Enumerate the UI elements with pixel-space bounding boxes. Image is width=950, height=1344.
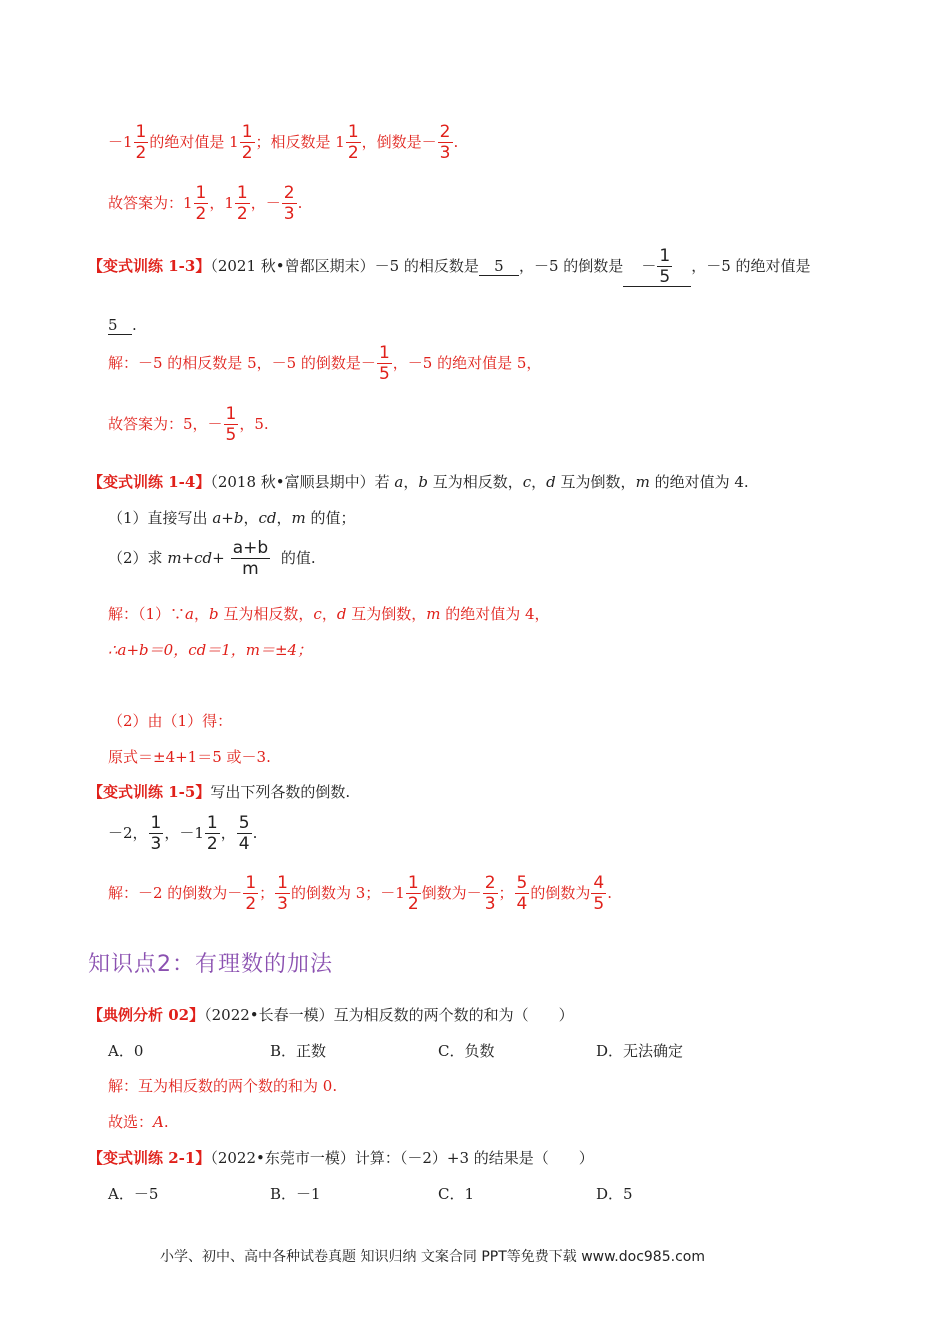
solution-line: 解：互为相反数的两个数的和为 0. <box>108 1077 338 1095</box>
exercise-tag: 【典例分析 02】 <box>88 1006 205 1024</box>
fraction: $\frac{1}{2}$ <box>206 813 218 854</box>
exercise-1-5-question: 【变式训练 1-5】写出下列各数的倒数. <box>88 783 351 801</box>
fraction: $\frac{1}{2}$ <box>245 873 257 914</box>
fraction: $\frac{a+b}{m}$ <box>232 538 269 579</box>
solution-line: 解：－5 的相反数是 5，－5 的倒数是－ $\frac{1}{5}$ ，－5 的绝对值是 5， <box>108 343 542 384</box>
abs-value-line: －1 $\frac{1}{2}$ 的绝对值是 1 $\frac{1}{2}$ ；相反数是 1 $\frac{1}{2}$ ，倒数是－ $\frac{2}{3}$ . <box>108 122 459 163</box>
option-b[interactable]: B．－1 <box>270 1185 321 1203</box>
fraction: $\frac{1}{2}$ <box>407 873 419 914</box>
option-c[interactable]: C．负数 <box>438 1042 495 1060</box>
exercise-tag: 【变式训练 1-4】 <box>88 473 211 491</box>
fraction: $\frac{1}{3}$ <box>150 813 162 854</box>
number-list: －2， $\frac{1}{3}$ ，－1 $\frac{1}{2}$ ， $\frac{5}{4}$ . <box>108 813 258 854</box>
fraction: $\frac{2}{3}$ <box>439 122 451 163</box>
answer-line: 故答案为：5，－ $\frac{1}{5}$ ，5. <box>108 404 269 445</box>
sub-question-2: （2）求 m+cd+ $\frac{a+b}{m}$ 的值. <box>108 538 316 579</box>
solution-line: ∴a+b＝0，cd＝1，m＝±4； <box>108 641 313 659</box>
exercise-1-3-question-cont: 5 . <box>108 316 137 334</box>
answer-blank: － $\frac{1}{5}$ <box>623 248 691 287</box>
solution-line: 解：－2 的倒数为－ $\frac{1}{2}$ ； $\frac{1}{3}$ 的倒数为 3；－1 $\frac{1}{2}$ 倒数为－ $\frac{2}{3}$ ； $\frac{5}{4}$ 的倒数为 $\frac{4}{5}$ . <box>108 873 612 914</box>
fraction: $\frac{4}{5}$ <box>593 873 605 914</box>
solution-line: 解：（1）∵a，b 互为相反数，c，d 互为倒数，m 的绝对值为 4， <box>108 605 550 623</box>
solution-line: 原式＝±4+1＝5 或－3. <box>108 748 271 766</box>
fraction: $\frac{1}{5}$ <box>378 343 390 384</box>
exercise-2-1-question: 【变式训练 2-1】（2022•东莞市一模）计算：（－2）+3 的结果是（ ） <box>88 1149 594 1167</box>
exercise-1-3-question: 【变式训练 1-3】（2021 秋•曾都区期末）－5 的相反数是 5 ，－5 的倒数是 － $\frac{1}{5}$ ，－5 的绝对值是 <box>88 246 811 287</box>
exercise-tag: 【变式训练 1-5】 <box>88 783 211 801</box>
option-b[interactable]: B．正数 <box>270 1042 327 1060</box>
option-d[interactable]: D．无法确定 <box>596 1042 684 1060</box>
fraction: $\frac{5}{4}$ <box>238 813 250 854</box>
fraction: $\frac{1}{2}$ <box>135 122 147 163</box>
section-heading: 知识点2：有理数的加法 <box>88 952 333 977</box>
answer-blank: 5 <box>108 316 132 335</box>
answer-blank: 5 <box>479 257 519 276</box>
fraction: $\frac{1}{3}$ <box>277 873 288 914</box>
exercise-tag: 【变式训练 1-3】 <box>88 257 211 275</box>
fraction: $\frac{5}{4}$ <box>516 873 528 914</box>
fraction: $\frac{2}{3}$ <box>484 873 496 914</box>
fraction: $\frac{1}{5}$ <box>225 404 237 445</box>
option-d[interactable]: D．5 <box>596 1185 633 1203</box>
exercise-tag: 【变式训练 2-1】 <box>88 1149 211 1167</box>
answer-line: 故答案为：1 $\frac{1}{2}$ ，1 $\frac{1}{2}$ ，－ $\frac{2}{3}$ . <box>108 183 303 224</box>
option-a[interactable]: A．0 <box>108 1042 144 1060</box>
option-a[interactable]: A．－5 <box>108 1185 159 1203</box>
page-footer: 小学、初中、高中各种试卷真题 知识归纳 文案合同 PPT等免费下载 www.doc985.com <box>160 1249 705 1265</box>
fraction: $\frac{1}{2}$ <box>236 183 248 224</box>
fraction: $\frac{1}{2}$ <box>241 122 253 163</box>
solution-line: （2）由（1）得： <box>108 712 233 730</box>
fraction: $\frac{2}{3}$ <box>283 183 295 224</box>
exercise-1-4-question: 【变式训练 1-4】（2018 秋•富顺县期中）若 a，b 互为相反数，c，d 互为倒数，m 的绝对值为 4. <box>88 473 749 491</box>
option-c[interactable]: C．1 <box>438 1185 475 1203</box>
sub-question-1: （1）直接写出 a+b，cd，m 的值； <box>108 509 356 527</box>
fraction: $\frac{1}{2}$ <box>347 122 359 163</box>
example-02-question: 【典例分析 02】（2022•长春一模）互为相反数的两个数的和为（ ） <box>88 1006 574 1024</box>
fraction: $\frac{1}{2}$ <box>195 183 207 224</box>
answer-line: 故选：A. <box>108 1113 169 1131</box>
